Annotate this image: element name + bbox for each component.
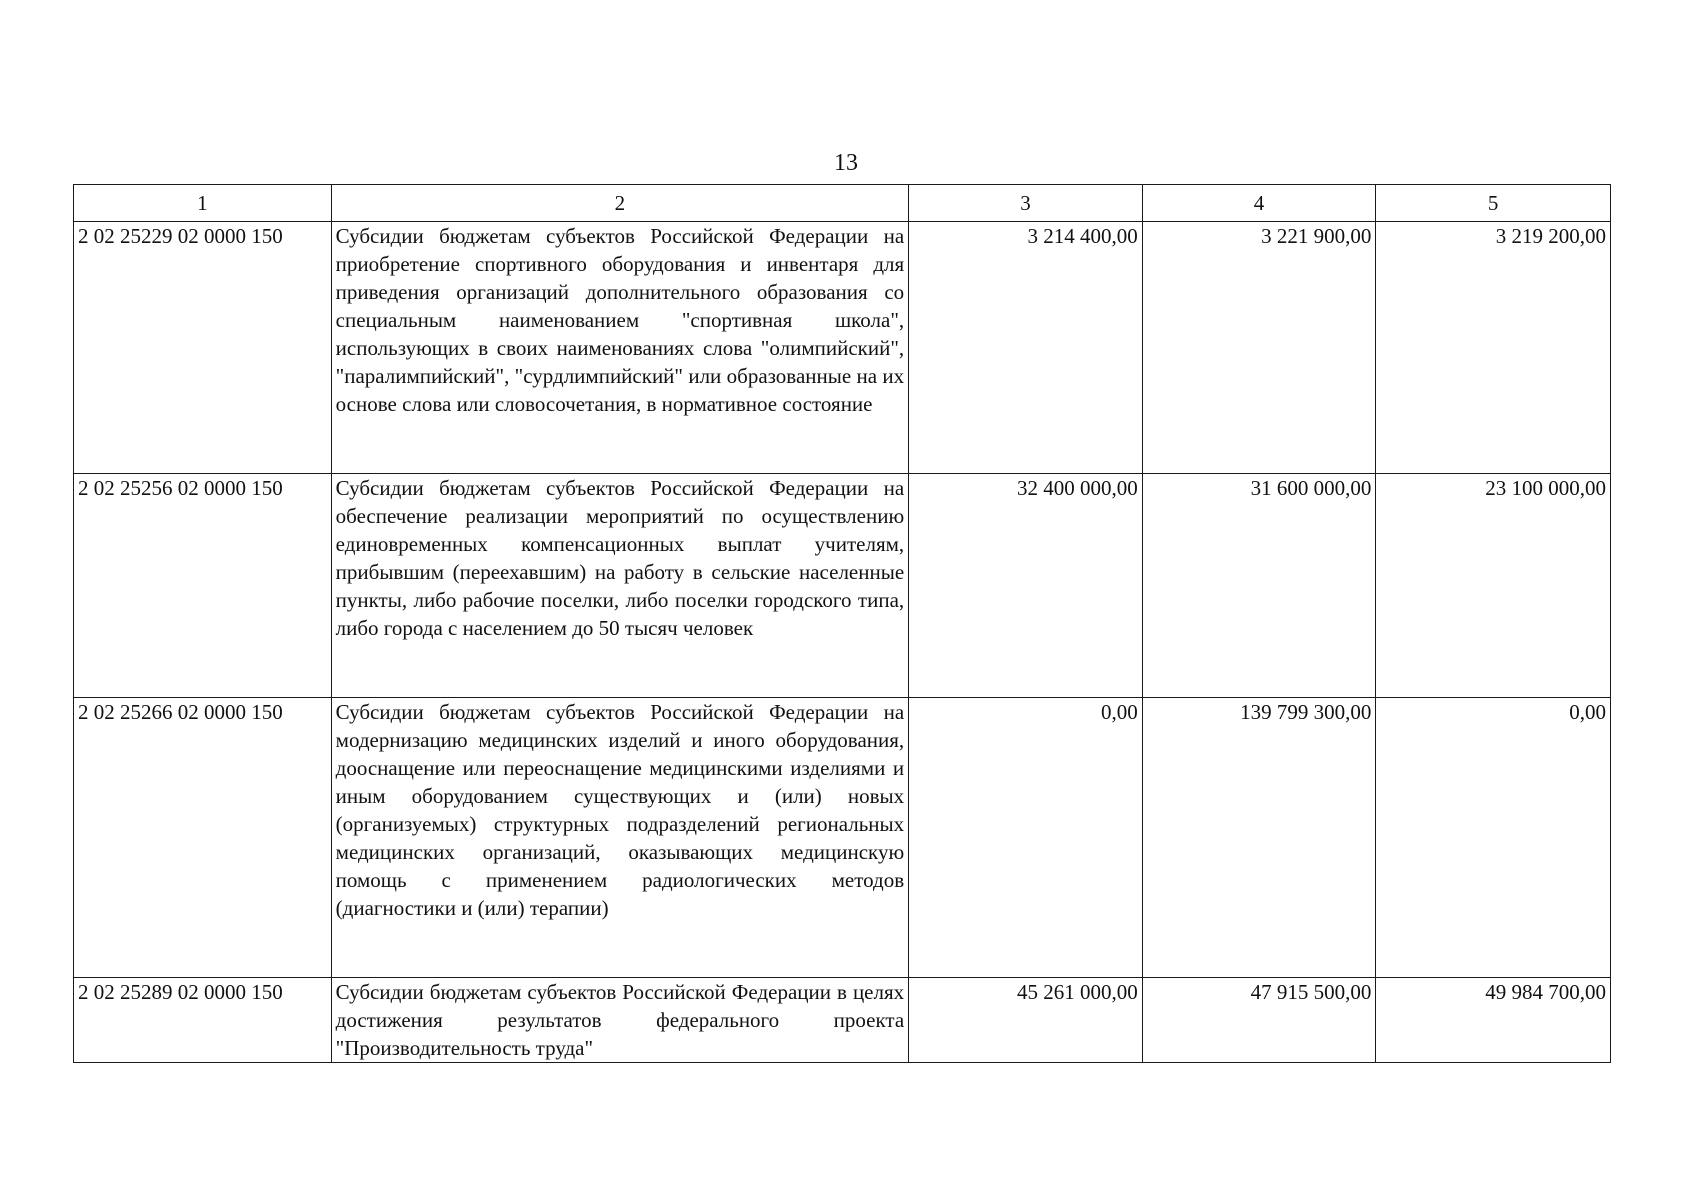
column-header-name: 2 bbox=[331, 185, 909, 222]
budget-revenue-table bbox=[73, 184, 1611, 1063]
amount-cell: 49 984 700,00 bbox=[1376, 978, 1611, 1063]
amount-cell: 32 400 000,00 bbox=[909, 474, 1143, 698]
table-row bbox=[74, 222, 1611, 474]
amount-cell: 0,00 bbox=[909, 698, 1143, 978]
amount-cell: 23 100 000,00 bbox=[1376, 474, 1611, 698]
column-header-amount-2: 4 bbox=[1142, 185, 1376, 222]
amount-cell: 3 214 400,00 bbox=[909, 222, 1143, 474]
amount-cell: 139 799 300,00 bbox=[1142, 698, 1376, 978]
amount-cell: 0,00 bbox=[1376, 698, 1611, 978]
column-header-amount-1: 3 bbox=[909, 185, 1143, 222]
budget-code-cell: 2 02 25229 02 0000 150 bbox=[74, 222, 332, 474]
amount-cell: 31 600 000,00 bbox=[1142, 474, 1376, 698]
budget-code-cell: 2 02 25256 02 0000 150 bbox=[74, 474, 332, 698]
description-cell: Субсидии бюджетам субъектов Российской Федерации на модернизацию медицинских изделий и иного оборудования, дооснащение или переоснащение медицинскими изделиями и иным оборудованием существующих и (или) новых (организуемых) структурных подразделений региональных медицинских организаций, оказывающих медицинскую помощь с применением радиологических методов (диагностики и (или) терапии) bbox=[331, 698, 909, 978]
amount-cell: 3 221 900,00 bbox=[1142, 222, 1376, 474]
description-cell: Субсидии бюджетам субъектов Российской Федерации в целях достижения результатов федерального проекта "Производительность труда" bbox=[331, 978, 909, 1063]
budget-code-cell: 2 02 25289 02 0000 150 bbox=[74, 978, 332, 1063]
table-header-row bbox=[74, 185, 1611, 222]
page-number: 13 bbox=[834, 150, 858, 176]
amount-cell: 47 915 500,00 bbox=[1142, 978, 1376, 1063]
column-header-code: 1 bbox=[74, 185, 332, 222]
column-header-amount-3: 5 bbox=[1376, 185, 1611, 222]
description-cell: Субсидии бюджетам субъектов Российской Федерации на приобретение спортивного оборудования и инвентаря для приведения организаций дополнительного образования со специальным наименованием "спортивная школа", использующих в своих наименованиях слова "олимпийский", "паралимпийский", "сурдлимпийский" или образованные на их основе слова или словосочетания, в нормативное состояние bbox=[331, 222, 909, 474]
table-row bbox=[74, 978, 1611, 1063]
description-cell: Субсидии бюджетам субъектов Российской Федерации на обеспечение реализации мероприятий по осуществлению единовременных компенсационных выплат учителям, прибывшим (переехавшим) на работу в сельские населенные пункты, либо рабочие поселки, либо поселки городского типа, либо города с населением до 50 тысяч человек bbox=[331, 474, 909, 698]
table-row bbox=[74, 474, 1611, 698]
amount-cell: 45 261 000,00 bbox=[909, 978, 1143, 1063]
budget-code-cell: 2 02 25266 02 0000 150 bbox=[74, 698, 332, 978]
table-row bbox=[74, 698, 1611, 978]
amount-cell: 3 219 200,00 bbox=[1376, 222, 1611, 474]
